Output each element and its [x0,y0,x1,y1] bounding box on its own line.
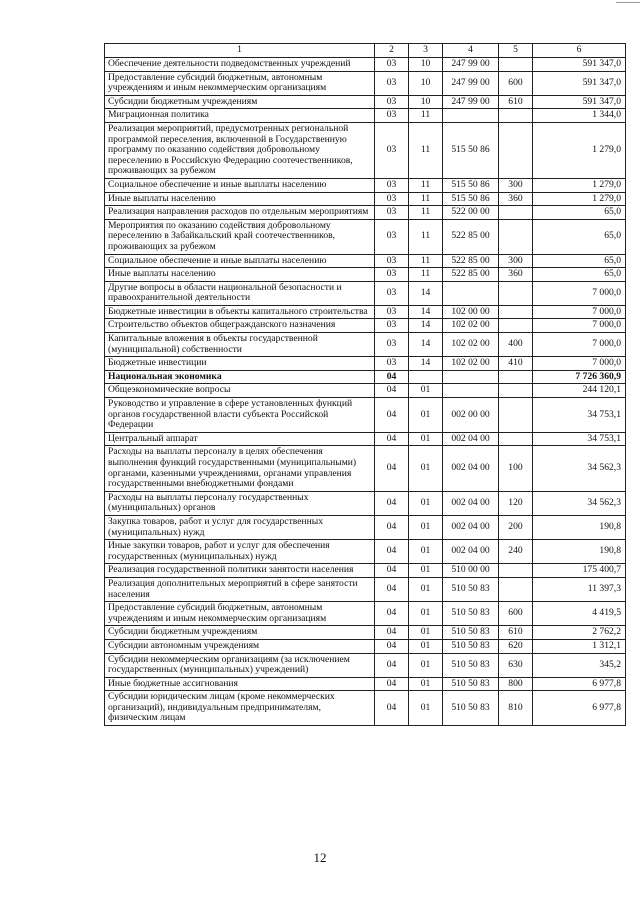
cell-target: 002 04 00 [443,446,499,491]
cell-subsection: 10 [409,58,443,72]
cell-target: 510 50 83 [443,626,499,640]
cell-section: 04 [375,398,409,433]
cell-subsection: 01 [409,491,443,515]
table-row [105,384,626,398]
table-row [105,602,626,626]
cell-amount: 7 000,0 [533,357,626,371]
cell-amount: 1 344,0 [533,109,626,123]
page-number: 12 [313,850,327,865]
table-row [105,178,626,192]
cell-name: Иные закупки товаров, работ и услуг для обеспечения государственных (муниципальных) нужд [105,540,375,564]
cell-amount: 591 347,0 [533,71,626,95]
cell-name: Центральный аппарат [105,432,375,446]
cell-target: 102 00 00 [443,305,499,319]
cell-subsection: 01 [409,432,443,446]
cell-amount: 11 397,3 [533,577,626,601]
cell-name: Национальная экономика [105,370,375,384]
cell-section: 03 [375,58,409,72]
cell-subsection: 01 [409,398,443,433]
cell-name: Реализация государственной политики занятости населения [105,564,375,578]
cell-section: 04 [375,564,409,578]
cell-subsection: 14 [409,281,443,305]
cell-subsection: 11 [409,254,443,268]
table-row [105,626,626,640]
cell-section: 03 [375,122,409,178]
table-row [105,446,626,491]
cell-name: Субсидии бюджетным учреждениям [105,626,375,640]
table-row [105,192,626,206]
cell-name: Бюджетные инвестиции в объекты капитального строительства [105,305,375,319]
cell-subsection: 01 [409,626,443,640]
cell-expense-type: 300 [499,254,533,268]
table-row [105,639,626,653]
cell-name: Иные выплаты населению [105,192,375,206]
cell-target: 247 99 00 [443,95,499,109]
cell-target: 522 85 00 [443,268,499,282]
cell-expense-type: 620 [499,639,533,653]
table-row [105,206,626,220]
table-row [105,71,626,95]
cell-amount: 65,0 [533,268,626,282]
cell-name: Руководство и управление в сфере установленных функций органов государственной власти субъекта Российской Федерации [105,398,375,433]
cell-section: 04 [375,639,409,653]
cell-amount: 7 000,0 [533,305,626,319]
table-row [105,677,626,691]
cell-amount: 190,8 [533,515,626,539]
cell-section: 04 [375,446,409,491]
cell-expense-type: 800 [499,677,533,691]
cell-expense-type: 810 [499,691,533,726]
cell-expense-type: 100 [499,446,533,491]
cell-expense-type [499,122,533,178]
cell-amount: 4 419,5 [533,602,626,626]
cell-subsection: 11 [409,178,443,192]
table-row [105,109,626,123]
cell-subsection: 10 [409,95,443,109]
header-cell-amount: 6 [533,44,626,58]
cell-section: 03 [375,268,409,282]
cell-name: Строительство объектов общегражданского назначения [105,319,375,333]
cell-expense-type [499,206,533,220]
cell-name: Расходы на выплаты персоналу в целях обеспечения выполнения функций государственными (муниципальными) органами, казенными учреждениями, органами управления государственными внебюджетными фондами [105,446,375,491]
cell-section: 04 [375,540,409,564]
cell-section: 03 [375,319,409,333]
cell-subsection: 11 [409,122,443,178]
cell-subsection: 11 [409,109,443,123]
cell-section: 04 [375,370,409,384]
cell-section: 04 [375,432,409,446]
cell-subsection: 01 [409,602,443,626]
cell-amount: 244 120,1 [533,384,626,398]
cell-section: 04 [375,577,409,601]
cell-target: 102 02 00 [443,333,499,357]
cell-section: 03 [375,281,409,305]
cell-section: 03 [375,192,409,206]
cell-subsection: 14 [409,333,443,357]
cell-subsection: 01 [409,653,443,677]
cell-amount: 1 279,0 [533,178,626,192]
cell-section: 03 [375,206,409,220]
cell-subsection: 01 [409,515,443,539]
cell-name: Капитальные вложения в объекты государственной (муниципальной) собственности [105,333,375,357]
header-cell-expense-type: 5 [499,44,533,58]
cell-name: Реализация дополнительных мероприятий в сфере занятости населения [105,577,375,601]
table-row [105,432,626,446]
cell-expense-type: 610 [499,626,533,640]
cell-section: 04 [375,653,409,677]
cell-subsection: 01 [409,639,443,653]
cell-subsection: 01 [409,564,443,578]
cell-subsection: 11 [409,268,443,282]
cell-section: 04 [375,691,409,726]
cell-amount: 190,8 [533,540,626,564]
cell-expense-type: 600 [499,602,533,626]
cell-expense-type: 400 [499,333,533,357]
cell-amount: 7 000,0 [533,281,626,305]
cell-name: Бюджетные инвестиции [105,357,375,371]
cell-target: 002 04 00 [443,540,499,564]
cell-amount: 1 279,0 [533,192,626,206]
cell-subsection: 01 [409,691,443,726]
cell-amount: 7 000,0 [533,319,626,333]
table-row [105,577,626,601]
cell-target: 510 50 83 [443,677,499,691]
cell-target: 102 02 00 [443,319,499,333]
cell-amount: 7 726 360,9 [533,370,626,384]
cell-target: 515 50 86 [443,122,499,178]
cell-expense-type: 240 [499,540,533,564]
cell-target: 515 50 86 [443,192,499,206]
cell-subsection: 01 [409,677,443,691]
cell-amount: 65,0 [533,206,626,220]
cell-name: Иные бюджетные ассигнования [105,677,375,691]
header-cell-name: 1 [105,44,375,58]
cell-expense-type [499,281,533,305]
header-cell-section: 2 [375,44,409,58]
table-row [105,491,626,515]
table-row [105,357,626,371]
table-row [105,58,626,72]
cell-name: Общеэкономические вопросы [105,384,375,398]
cell-subsection [409,370,443,384]
cell-expense-type [499,564,533,578]
cell-section: 03 [375,254,409,268]
header-cell-target: 4 [443,44,499,58]
cell-name: Иные выплаты населению [105,268,375,282]
cell-section: 03 [375,305,409,319]
cell-name: Реализация мероприятий, предусмотренных региональной программой переселения, включенной в Государственную программу по оказанию содействия добровольному переселению в Российскую Федерацию соотечественников, проживающих за рубежом [105,122,375,178]
cell-target: 002 04 00 [443,491,499,515]
cell-expense-type [499,577,533,601]
cell-subsection: 01 [409,446,443,491]
cell-amount: 175 400,7 [533,564,626,578]
cell-target: 002 00 00 [443,398,499,433]
table-row [105,95,626,109]
cell-name: Предоставление субсидий бюджетным, автономным учреждениям и иным некоммерческим организациям [105,71,375,95]
cell-name: Субсидии юридическим лицам (кроме некоммерческих организаций), индивидуальным предпринимателям, физическим лицам [105,691,375,726]
cell-name: Субсидии некоммерческим организациям (за исключением государственных (муниципальных) учреждений) [105,653,375,677]
table-row [105,540,626,564]
cell-target: 247 99 00 [443,71,499,95]
table-row [105,268,626,282]
cell-target: 522 00 00 [443,206,499,220]
cell-amount: 65,0 [533,219,626,254]
cell-expense-type: 360 [499,192,533,206]
cell-subsection: 14 [409,319,443,333]
cell-amount: 2 762,2 [533,626,626,640]
cell-expense-type: 410 [499,357,533,371]
cell-target: 510 50 83 [443,691,499,726]
cell-expense-type [499,432,533,446]
cell-name: Обеспечение деятельности подведомственных учреждений [105,58,375,72]
cell-amount: 34 753,1 [533,432,626,446]
cell-amount: 345,2 [533,653,626,677]
cell-target [443,281,499,305]
table-row [105,398,626,433]
table-row [105,122,626,178]
cell-amount: 34 562,3 [533,491,626,515]
cell-expense-type [499,370,533,384]
cell-name: Социальное обеспечение и иные выплаты населению [105,178,375,192]
cell-amount: 591 347,0 [533,58,626,72]
table-row [105,691,626,726]
cell-name: Мероприятия по оказанию содействия добровольному переселению в Забайкальский край соотечественников, проживающих за рубежом [105,219,375,254]
cell-section: 04 [375,677,409,691]
cell-name: Закупка товаров, работ и услуг для государственных (муниципальных) нужд [105,515,375,539]
cell-section: 03 [375,333,409,357]
header-cell-subsection: 3 [409,44,443,58]
table-row [105,254,626,268]
corner-mark [616,2,640,3]
cell-name: Социальное обеспечение и иные выплаты населению [105,254,375,268]
cell-section: 04 [375,515,409,539]
cell-subsection: 14 [409,357,443,371]
table-row [105,370,626,384]
cell-expense-type: 300 [499,178,533,192]
cell-expense-type: 120 [499,491,533,515]
cell-expense-type [499,305,533,319]
cell-amount: 34 562,3 [533,446,626,491]
cell-subsection: 11 [409,192,443,206]
cell-amount: 65,0 [533,254,626,268]
cell-subsection: 14 [409,305,443,319]
cell-target: 515 50 86 [443,178,499,192]
cell-target [443,370,499,384]
cell-target: 002 04 00 [443,515,499,539]
cell-target: 510 50 83 [443,577,499,601]
table-row [105,305,626,319]
table-row [105,564,626,578]
cell-subsection: 01 [409,384,443,398]
table-row [105,281,626,305]
cell-name: Субсидии автономным учреждениям [105,639,375,653]
table-row [105,515,626,539]
cell-target: 510 50 83 [443,639,499,653]
cell-section: 04 [375,602,409,626]
table-row [105,319,626,333]
cell-expense-type: 630 [499,653,533,677]
cell-target [443,384,499,398]
cell-expense-type [499,219,533,254]
cell-amount: 591 347,0 [533,95,626,109]
cell-name: Субсидии бюджетным учреждениям [105,95,375,109]
cell-amount: 1 279,0 [533,122,626,178]
cell-section: 03 [375,95,409,109]
cell-name: Реализация направления расходов по отдельным мероприятиям [105,206,375,220]
cell-expense-type [499,398,533,433]
cell-expense-type [499,58,533,72]
cell-expense-type: 610 [499,95,533,109]
cell-target: 247 99 00 [443,58,499,72]
cell-expense-type: 200 [499,515,533,539]
cell-name: Расходы на выплаты персоналу государственных (муниципальных) органов [105,491,375,515]
cell-target: 102 02 00 [443,357,499,371]
cell-target: 522 85 00 [443,254,499,268]
table-row [105,219,626,254]
cell-section: 04 [375,626,409,640]
cell-subsection: 10 [409,71,443,95]
table-row [105,653,626,677]
header-row [105,44,626,58]
cell-subsection: 01 [409,540,443,564]
cell-target: 510 50 83 [443,602,499,626]
cell-section: 03 [375,357,409,371]
cell-section: 04 [375,491,409,515]
cell-amount: 34 753,1 [533,398,626,433]
cell-subsection: 11 [409,219,443,254]
budget-table-container [104,43,625,726]
cell-name: Предоставление субсидий бюджетным, автономным учреждениям и иным некоммерческим организациям [105,602,375,626]
cell-expense-type [499,109,533,123]
cell-target: 510 00 00 [443,564,499,578]
cell-name: Миграционная политика [105,109,375,123]
cell-section: 03 [375,178,409,192]
cell-expense-type: 600 [499,71,533,95]
budget-table [104,43,626,726]
cell-subsection: 11 [409,206,443,220]
cell-target: 510 50 83 [443,653,499,677]
cell-expense-type [499,384,533,398]
cell-section: 03 [375,109,409,123]
cell-section: 03 [375,219,409,254]
cell-amount: 6 977,8 [533,691,626,726]
cell-expense-type [499,319,533,333]
cell-target: 002 04 00 [443,432,499,446]
cell-expense-type: 360 [499,268,533,282]
cell-target: 522 85 00 [443,219,499,254]
table-row [105,333,626,357]
cell-subsection: 01 [409,577,443,601]
cell-section: 03 [375,71,409,95]
cell-amount: 7 000,0 [533,333,626,357]
cell-name: Другие вопросы в области национальной безопасности и правоохранительной деятельности [105,281,375,305]
cell-amount: 6 977,8 [533,677,626,691]
cell-amount: 1 312,1 [533,639,626,653]
cell-target [443,109,499,123]
cell-section: 04 [375,384,409,398]
